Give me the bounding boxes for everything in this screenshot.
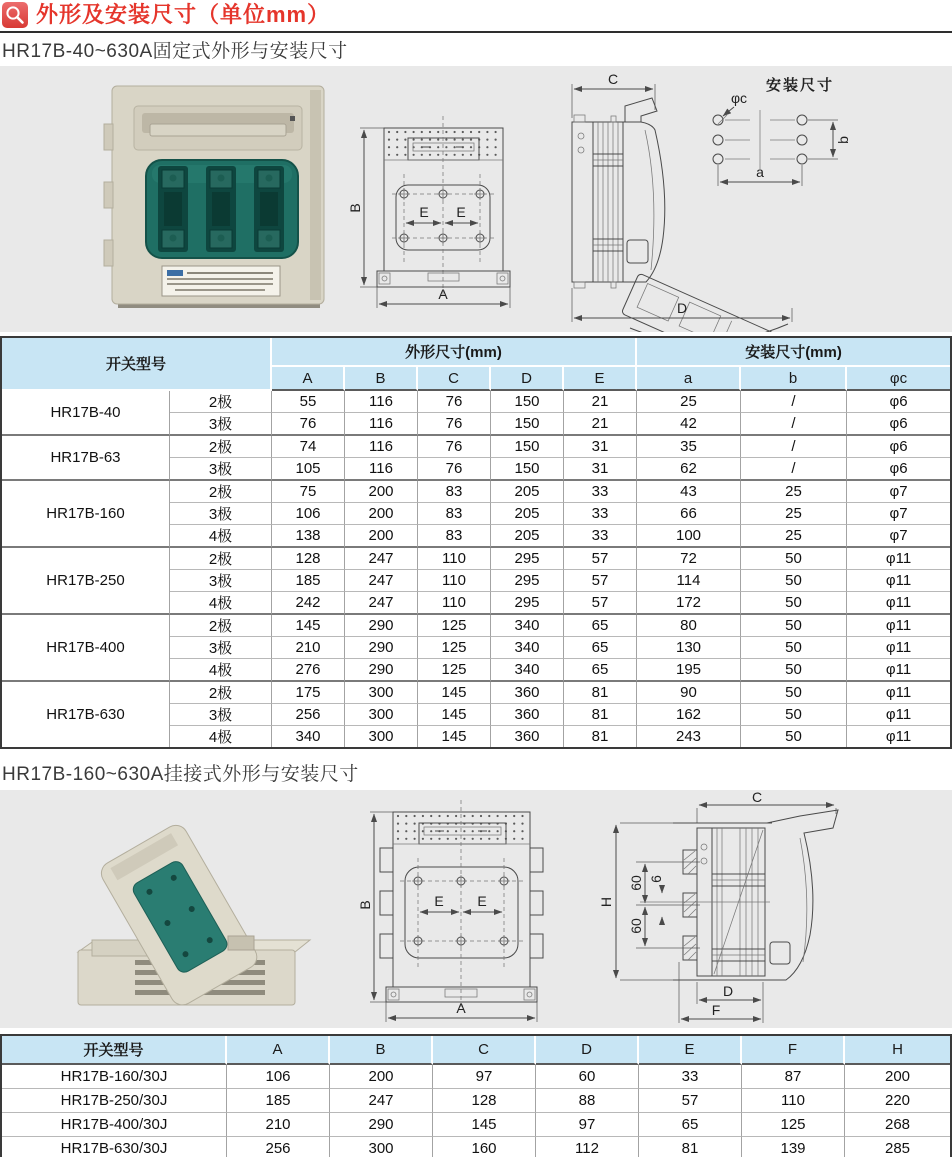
value-cell: / bbox=[741, 391, 847, 413]
dim-label-D: D bbox=[676, 300, 688, 316]
value-cell: 81 bbox=[564, 682, 637, 704]
value-cell: 256 bbox=[227, 1137, 330, 1157]
value-cell: 200 bbox=[330, 1065, 433, 1089]
value-cell: 42 bbox=[637, 413, 741, 436]
value-cell: 360 bbox=[491, 704, 564, 726]
value-cell: 247 bbox=[345, 548, 418, 570]
value-cell: 72 bbox=[637, 548, 741, 570]
perforation-dots bbox=[397, 815, 524, 840]
poles-cell: 3极 bbox=[170, 413, 272, 436]
value-cell: 295 bbox=[491, 548, 564, 570]
poles-cell: 4极 bbox=[170, 726, 272, 747]
value-cell: 128 bbox=[272, 548, 345, 570]
value-cell: φ6 bbox=[847, 413, 950, 436]
section2-heading: HR17B-160~630A挂接式外形与安装尺寸 bbox=[2, 764, 359, 785]
value-cell: 65 bbox=[564, 637, 637, 659]
model-cell: HR17B-630/30J bbox=[2, 1137, 227, 1157]
dim-label-B: B bbox=[357, 900, 373, 910]
column-header-B: B bbox=[330, 1036, 433, 1065]
poles-cell: 4极 bbox=[170, 659, 272, 682]
value-cell: 172 bbox=[637, 592, 741, 615]
value-cell: 50 bbox=[741, 615, 847, 637]
page-title: 外形及安装尺寸（单位mm） bbox=[36, 2, 331, 27]
value-cell: 150 bbox=[491, 458, 564, 481]
value-cell: φ6 bbox=[847, 436, 950, 458]
side-view-drawing-fixed bbox=[572, 71, 792, 332]
value-cell: 81 bbox=[564, 704, 637, 726]
poles-cell: 2极 bbox=[170, 682, 272, 704]
value-cell: 247 bbox=[345, 592, 418, 615]
section2-drawings bbox=[0, 790, 952, 1028]
value-cell: 106 bbox=[227, 1065, 330, 1089]
poles-cell: 3极 bbox=[170, 570, 272, 592]
poles-cell: 3极 bbox=[170, 637, 272, 659]
value-cell: 145 bbox=[418, 726, 491, 747]
value-cell: 60 bbox=[536, 1065, 639, 1089]
column-header-b: b bbox=[741, 367, 847, 391]
value-cell: 162 bbox=[637, 704, 741, 726]
value-cell: 185 bbox=[227, 1089, 330, 1113]
value-cell: 290 bbox=[345, 659, 418, 682]
value-cell: 55 bbox=[272, 391, 345, 413]
dim-label-C: C bbox=[751, 790, 763, 805]
value-cell: 83 bbox=[418, 525, 491, 548]
dim-label-60: 60 bbox=[628, 918, 644, 934]
value-cell: 360 bbox=[491, 682, 564, 704]
value-cell: 200 bbox=[345, 481, 418, 503]
value-cell: 110 bbox=[418, 570, 491, 592]
value-cell: 65 bbox=[564, 659, 637, 682]
dim-label-B: B bbox=[347, 203, 363, 213]
value-cell: 125 bbox=[418, 615, 491, 637]
value-cell: 200 bbox=[345, 503, 418, 525]
value-cell: / bbox=[741, 436, 847, 458]
value-cell: 25 bbox=[741, 525, 847, 548]
poles-cell: 3极 bbox=[170, 704, 272, 726]
model-cell: HR17B-400/30J bbox=[2, 1113, 227, 1137]
value-cell: 33 bbox=[639, 1065, 742, 1089]
value-cell: φ7 bbox=[847, 525, 950, 548]
value-cell: 220 bbox=[845, 1089, 950, 1113]
value-cell: 33 bbox=[564, 525, 637, 548]
value-cell: 50 bbox=[741, 637, 847, 659]
front-view-drawing-fixed bbox=[347, 116, 510, 308]
front-view-drawing-hanging bbox=[357, 800, 543, 1022]
dim-label-E: E bbox=[456, 204, 466, 220]
model-cell: HR17B-160 bbox=[2, 481, 170, 548]
value-cell: 340 bbox=[272, 726, 345, 747]
value-cell: 285 bbox=[884, 1140, 911, 1157]
value-cell: 145 bbox=[418, 682, 491, 704]
column-header-A: A bbox=[272, 367, 345, 391]
value-cell: 110 bbox=[418, 548, 491, 570]
dim-label-E: E bbox=[477, 893, 487, 909]
mounting-screws bbox=[398, 188, 486, 244]
value-cell: 150 bbox=[491, 391, 564, 413]
value-cell: 21 bbox=[564, 391, 637, 413]
value-cell: 83 bbox=[418, 503, 491, 525]
dim-label-C: C bbox=[607, 71, 619, 87]
nameplate-label bbox=[162, 266, 280, 296]
value-cell: 145 bbox=[433, 1113, 536, 1137]
table-hanging bbox=[0, 1034, 952, 1157]
value-cell: 50 bbox=[741, 548, 847, 570]
dim-label-H: H bbox=[598, 896, 614, 908]
value-cell: 80 bbox=[637, 615, 741, 637]
dim-label-a: a bbox=[756, 164, 764, 180]
poles-cell: 2极 bbox=[170, 391, 272, 413]
column-header-B: B bbox=[345, 367, 418, 391]
value-cell: φ11 bbox=[847, 615, 950, 637]
value-cell: 75 bbox=[272, 481, 345, 503]
value-cell: 160 bbox=[433, 1137, 536, 1157]
value-cell: φ11 bbox=[847, 592, 950, 615]
value-cell: 50 bbox=[741, 659, 847, 682]
value-cell: 88 bbox=[536, 1089, 639, 1113]
column-header-D: D bbox=[536, 1036, 639, 1065]
value-cell: 76 bbox=[272, 413, 345, 436]
value-cell: 76 bbox=[418, 458, 491, 481]
dim-label-b: b bbox=[835, 136, 851, 144]
model-cell: HR17B-400 bbox=[2, 615, 170, 682]
search-icon bbox=[2, 2, 28, 28]
value-cell: 210 bbox=[227, 1113, 330, 1137]
value-cell: 50 bbox=[741, 570, 847, 592]
poles-cell: 4极 bbox=[170, 525, 272, 548]
install-dim-title: 安装尺寸 bbox=[765, 77, 835, 94]
value-cell: 74 bbox=[272, 436, 345, 458]
value-cell: 57 bbox=[564, 592, 637, 615]
column-header-E: E bbox=[639, 1036, 742, 1065]
value-cell: 300 bbox=[345, 682, 418, 704]
value-cell: 116 bbox=[345, 413, 418, 436]
poles-cell: 3极 bbox=[170, 458, 272, 481]
install-dimension-drawing bbox=[713, 76, 851, 186]
value-cell: 185 bbox=[272, 570, 345, 592]
value-cell: φ11 bbox=[885, 728, 912, 745]
column-header-C: C bbox=[418, 367, 491, 391]
model-cell: HR17B-250 bbox=[2, 548, 170, 615]
value-cell: 138 bbox=[272, 525, 345, 548]
value-cell: 247 bbox=[345, 570, 418, 592]
value-cell: 57 bbox=[564, 548, 637, 570]
poles-cell: 2极 bbox=[170, 481, 272, 503]
value-cell: 210 bbox=[272, 637, 345, 659]
value-cell: 242 bbox=[272, 592, 345, 615]
fuse-strip bbox=[158, 166, 188, 252]
column-header-C: C bbox=[433, 1036, 536, 1065]
value-cell: 360 bbox=[491, 726, 564, 747]
value-cell: 195 bbox=[637, 659, 741, 682]
value-cell: 300 bbox=[330, 1137, 433, 1157]
value-cell: φ11 bbox=[847, 682, 950, 704]
value-cell: 200 bbox=[345, 525, 418, 548]
value-cell: 66 bbox=[637, 503, 741, 525]
fuse-strip bbox=[254, 166, 284, 252]
column-header-E: E bbox=[564, 367, 637, 391]
value-cell: 21 bbox=[564, 413, 637, 436]
value-cell: 65 bbox=[564, 615, 637, 637]
column-header-A: A bbox=[227, 1036, 330, 1065]
value-cell: 290 bbox=[330, 1113, 433, 1137]
value-cell: 97 bbox=[433, 1065, 536, 1089]
column-header-D: D bbox=[491, 367, 564, 391]
value-cell: φ6 bbox=[847, 391, 950, 413]
perforation-dots bbox=[388, 131, 497, 156]
value-cell: 97 bbox=[536, 1113, 639, 1137]
value-cell: 76 bbox=[418, 436, 491, 458]
value-cell: φ7 bbox=[847, 481, 950, 503]
value-cell: 205 bbox=[491, 503, 564, 525]
value-cell: 50 bbox=[741, 726, 847, 747]
value-cell: 112 bbox=[536, 1137, 639, 1157]
value-cell: 130 bbox=[637, 637, 741, 659]
value-cell: 300 bbox=[345, 704, 418, 726]
dim-label-phi-c: φc bbox=[730, 90, 748, 106]
value-cell: 268 bbox=[845, 1113, 950, 1137]
value-cell: 90 bbox=[637, 682, 741, 704]
column-header-model: 开关型号 bbox=[2, 338, 272, 391]
value-cell: 57 bbox=[564, 570, 637, 592]
model-cell: HR17B-250/30J bbox=[2, 1089, 227, 1113]
dim-label-F: F bbox=[711, 1002, 721, 1018]
value-cell: 105 bbox=[272, 458, 345, 481]
value-cell: 50 bbox=[741, 682, 847, 704]
column-group-install: 安装尺寸(mm) bbox=[637, 338, 950, 367]
column-header-model: 开关型号 bbox=[2, 1036, 227, 1065]
column-header-H: H bbox=[845, 1036, 950, 1065]
column-group-outline: 外形尺寸(mm) bbox=[272, 338, 637, 367]
value-cell: 125 bbox=[418, 637, 491, 659]
model-cell: HR17B-63 bbox=[2, 436, 170, 481]
value-cell: 35 bbox=[637, 436, 741, 458]
dim-label-A: A bbox=[456, 1000, 466, 1016]
column-header-a: a bbox=[637, 367, 741, 391]
value-cell: 87 bbox=[742, 1065, 845, 1089]
dimension-table-fixed bbox=[0, 336, 952, 749]
value-cell: 114 bbox=[637, 570, 741, 592]
value-cell: 65 bbox=[639, 1113, 742, 1137]
value-cell: φ11 bbox=[847, 704, 950, 726]
dim-label-60: 60 bbox=[628, 875, 644, 891]
value-cell: 125 bbox=[418, 659, 491, 682]
value-cell: 100 bbox=[637, 525, 741, 548]
poles-cell: 2极 bbox=[170, 615, 272, 637]
mounting-screws bbox=[412, 875, 510, 947]
value-cell: 62 bbox=[637, 458, 741, 481]
section1-drawings bbox=[0, 66, 952, 332]
value-cell: φ7 bbox=[847, 503, 950, 525]
value-cell: 295 bbox=[491, 570, 564, 592]
value-cell: 33 bbox=[564, 503, 637, 525]
value-cell: 110 bbox=[742, 1089, 845, 1113]
dim-label-D: D bbox=[722, 983, 734, 999]
value-cell: 256 bbox=[272, 704, 345, 726]
value-cell: 276 bbox=[272, 659, 345, 682]
table-fixed bbox=[0, 336, 952, 749]
value-cell: 116 bbox=[345, 458, 418, 481]
value-cell: 290 bbox=[345, 637, 418, 659]
value-cell: φ11 bbox=[847, 659, 950, 682]
dim-label-E: E bbox=[434, 893, 444, 909]
poles-cell: 3极 bbox=[170, 503, 272, 525]
dim-label-A: A bbox=[438, 286, 448, 302]
value-cell: 128 bbox=[433, 1089, 536, 1113]
side-view-drawing-hanging bbox=[598, 790, 838, 1023]
value-cell: 116 bbox=[345, 391, 418, 413]
product-photo-hanging bbox=[78, 821, 310, 1009]
value-cell: 31 bbox=[564, 436, 637, 458]
value-cell: 145 bbox=[418, 704, 491, 726]
value-cell: 25 bbox=[741, 481, 847, 503]
value-cell: φ11 bbox=[847, 570, 950, 592]
value-cell: 57 bbox=[639, 1089, 742, 1113]
model-cell: HR17B-630 bbox=[2, 682, 170, 747]
value-cell: φ6 bbox=[847, 458, 950, 481]
value-cell: 81 bbox=[564, 726, 637, 747]
product-photo-fixed bbox=[104, 86, 324, 308]
page-header bbox=[0, 0, 952, 33]
value-cell: 205 bbox=[491, 525, 564, 548]
value-cell: / bbox=[741, 458, 847, 481]
value-cell: 50 bbox=[741, 592, 847, 615]
value-cell: 200 bbox=[845, 1065, 950, 1089]
value-cell: 150 bbox=[491, 413, 564, 436]
column-header-F: F bbox=[742, 1036, 845, 1065]
fuse-strip bbox=[206, 166, 236, 252]
value-cell: 175 bbox=[272, 682, 345, 704]
dim-label-E: E bbox=[419, 204, 429, 220]
value-cell: 116 bbox=[345, 436, 418, 458]
value-cell: 76 bbox=[418, 391, 491, 413]
value-cell: 106 bbox=[272, 503, 345, 525]
value-cell: 247 bbox=[330, 1089, 433, 1113]
poles-cell: 4极 bbox=[170, 592, 272, 615]
value-cell: 340 bbox=[491, 615, 564, 637]
value-cell: 205 bbox=[491, 481, 564, 503]
poles-cell: 2极 bbox=[170, 436, 272, 458]
value-cell: φ11 bbox=[847, 548, 950, 570]
value-cell: 290 bbox=[345, 615, 418, 637]
value-cell: 139 bbox=[742, 1137, 845, 1157]
value-cell: 340 bbox=[491, 637, 564, 659]
value-cell: 300 bbox=[345, 726, 418, 747]
model-cell: HR17B-160/30J bbox=[2, 1065, 227, 1089]
value-cell: 295 bbox=[491, 592, 564, 615]
value-cell: / bbox=[741, 413, 847, 436]
value-cell: 33 bbox=[564, 481, 637, 503]
value-cell: 145 bbox=[272, 615, 345, 637]
value-cell: 81 bbox=[639, 1137, 742, 1157]
value-cell: 125 bbox=[742, 1113, 845, 1137]
value-cell: 50 bbox=[741, 704, 847, 726]
section1-heading: HR17B-40~630A固定式外形与安装尺寸 bbox=[2, 41, 348, 62]
dim-label-6: 6 bbox=[648, 875, 664, 883]
value-cell: 243 bbox=[637, 726, 741, 747]
value-cell: 110 bbox=[418, 592, 491, 615]
model-cell: HR17B-40 bbox=[2, 391, 170, 436]
value-cell: 76 bbox=[418, 413, 491, 436]
value-cell: 31 bbox=[564, 458, 637, 481]
value-cell: φ11 bbox=[847, 637, 950, 659]
value-cell: 340 bbox=[491, 659, 564, 682]
value-cell: 83 bbox=[418, 481, 491, 503]
column-header-phi-c: φc bbox=[847, 367, 950, 391]
dimension-table-hanging bbox=[0, 1034, 952, 1157]
value-cell: 25 bbox=[637, 391, 741, 413]
value-cell: 25 bbox=[741, 503, 847, 525]
value-cell: 43 bbox=[637, 481, 741, 503]
poles-cell: 2极 bbox=[170, 548, 272, 570]
value-cell: 150 bbox=[491, 436, 564, 458]
